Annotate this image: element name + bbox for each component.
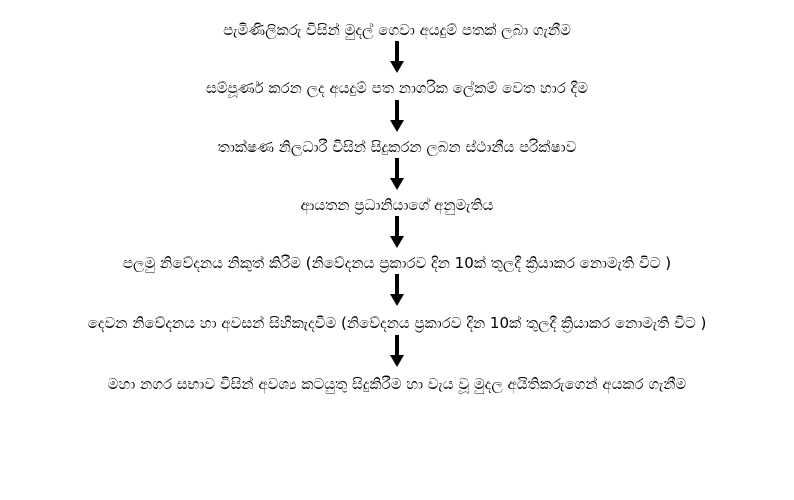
flow-step-1-label: පැමිණිලිකරු විසින් මුදල් ගෙවා අයදුම් පතක් ලබා ගැනීම <box>223 21 571 39</box>
down-arrow-icon <box>387 273 407 307</box>
flow-step-4 <box>14 195 780 215</box>
down-arrow-icon <box>387 157 407 191</box>
flow-step-5-label: පලමු නිවේදනය නිකුත් කිරීම (නිවේදනය ප්‍රකාරව දින 10ක් තුලදී ක්‍රියාකර නොමැති විට ) <box>122 254 672 272</box>
flow-step-7 <box>14 374 780 394</box>
flow-step-6-label: දෙවන නිවේදනය හා අවසන් සිහිකැදවීම (නිවේදනය ප්‍රකාරව දින 10ක් තුලදී ක්‍රියාකර නොමැති විට ) <box>87 314 707 333</box>
flow-step-5 <box>14 253 780 273</box>
down-arrow-icon <box>387 215 407 249</box>
flow-step-2-label: සම්පූර්ණ කරන ලද අයදුම් පත නාගරික ලේකම් වෙත හාර දීම <box>205 79 588 98</box>
flow-step-4-label: ආයතන ප්‍රධානියාගේ අනුමැතිය <box>300 195 494 214</box>
flow-step-7-label: මහා නගර සභාව විසින් අවශ්‍ය කටයුතු සිදුකිරීම හා වැය වූ මුදල අයිතිකරුගෙන් අයකර ගැනීම <box>107 374 687 393</box>
flow-step-1 <box>14 20 780 40</box>
flow-step-3 <box>14 137 780 157</box>
flow-step-2 <box>14 78 780 98</box>
down-arrow-icon <box>387 334 407 368</box>
flow-step-3-label: තාක්ෂණ නිලධාරී විසින් සිදුකරන ලබන ස්ථානීය පරික්ෂාව <box>217 137 577 156</box>
down-arrow-icon <box>387 99 407 133</box>
flow-step-6 <box>14 313 780 333</box>
down-arrow-icon <box>387 40 407 74</box>
